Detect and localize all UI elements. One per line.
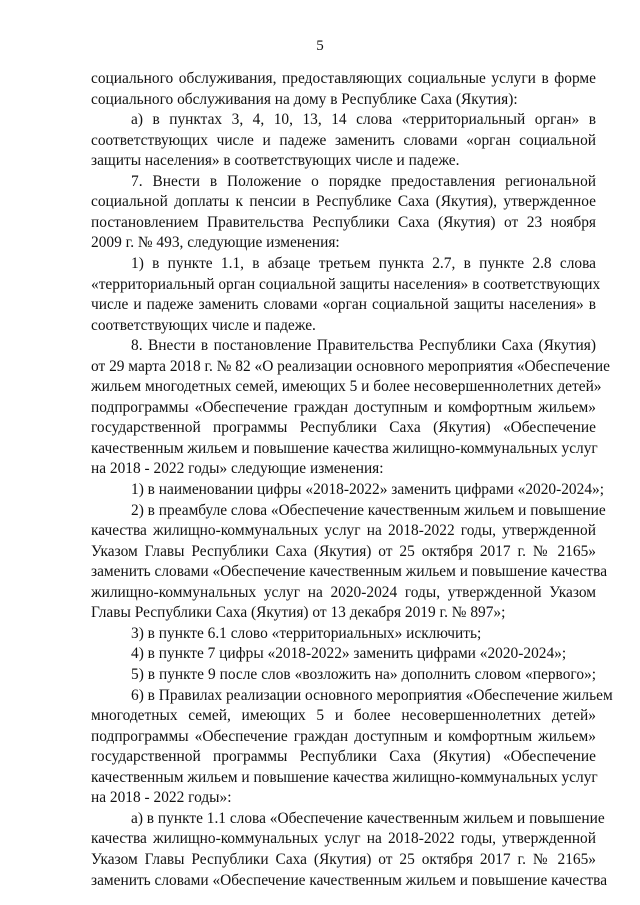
- page-number: 5: [316, 38, 324, 54]
- text-line: 4) в пункте 7 цифры «2018-2022» заменить цифрами «2020-2024»;: [131, 645, 567, 663]
- text-line: постановлением Правительства Республики Саха (Якутия) от 23 ноября: [91, 213, 596, 231]
- text-line: 8. Внести в постановление Правительства Республики Саха (Якутия): [131, 337, 596, 355]
- text-line: социального обслуживания, предоставляющих социальные услуги в форме: [91, 70, 596, 87]
- text-line: 1) в наименовании цифры «2018-2022» заменить цифрами «2020-2024»;: [131, 481, 604, 498]
- text-line: Главы Республики Саха (Якутия) от 13 декабря 2019 г. № 897»;: [91, 604, 506, 622]
- text-line: защиты населения» в соответствующих числе и падеже.: [91, 152, 460, 170]
- text-line: числе и падеже заменить словами «орган социальной защиты населения» в: [91, 296, 596, 314]
- text-line: многодетных семей, имеющих 5 и более несовершеннолетних детей»: [91, 707, 596, 725]
- text-line: «территориальный орган социальной защиты населения» в соответствующих: [91, 275, 601, 293]
- text-line: подпрограммы «Обеспечение граждан доступным и комфортным жильем»: [91, 398, 596, 416]
- text-line: соответствующих числе и падеже.: [91, 316, 316, 334]
- text-line: заменить словами «Обеспечение качественным жильем и повышение качества: [91, 563, 608, 581]
- text-line: 1) в пункте 1.1, в абзаце третьем пункта 2.7, в пункте 2.8 слова: [131, 255, 596, 272]
- text-line: 3) в пункте 6.1 слово «территориальных» исключить;: [131, 624, 482, 642]
- text-line: качественным жильем и повышение качества жилищно-коммунальных услуг: [91, 439, 598, 457]
- text-line: государственной программы Республики Саха (Якутия) «Обеспечение: [91, 419, 596, 437]
- text-line: качества жилищно-коммунальных услуг на 2018-2022 годы, утвержденной: [91, 522, 596, 540]
- text-line: 5) в пункте 9 после слов «возложить на» дополнить словом «первого»;: [131, 666, 596, 683]
- text-line: подпрограммы «Обеспечение граждан доступным и комфортным жильем»: [91, 727, 596, 745]
- text-line: соответствующих числе и падеже заменить словами «орган социальной: [91, 131, 596, 149]
- text-line: на 2018 - 2022 годы»:: [91, 789, 232, 807]
- text-line: социального обслуживания на дому в Республике Саха (Якутия):: [91, 90, 518, 108]
- text-line: 2) в преамбуле слова «Обеспечение качественным жильем и повышение: [131, 501, 606, 519]
- text-line: 6) в Правилах реализации основного мероприятия «Обеспечение жильем: [131, 686, 613, 704]
- text-line: а) в пунктах 3, 4, 10, 13, 14 слова «территориальный орган» в: [131, 111, 596, 129]
- text-line: 7. Внести в Положение о порядке предоставления региональной: [131, 172, 596, 190]
- text-line: Указом Главы Республики Саха (Якутия) от 25 октября 2017 г. № 2165»: [91, 850, 596, 868]
- text-line: качества жилищно-коммунальных услуг на 2018-2022 годы, утвержденной: [91, 830, 596, 848]
- text-line: а) в пункте 1.1 слова «Обеспечение качественным жильем и повышение: [131, 809, 605, 827]
- text-line: жилищно-коммунальных услуг на 2020-2024 годы, утвержденной Указом: [91, 583, 596, 601]
- text-line: на 2018 - 2022 годы» следующие изменения:: [91, 460, 384, 478]
- text-line: 2009 г. № 493, следующие изменения:: [91, 234, 340, 252]
- text-line: социальной доплаты к пенсии в Республике Саха (Якутия), утвержденное: [91, 193, 596, 211]
- text-line: жильем многодетных семей, имеющих 5 и более несовершеннолетних детей»: [91, 378, 602, 396]
- text-line: качественным жильем и повышение качества жилищно-коммунальных услуг: [91, 768, 598, 786]
- text-line: государственной программы Республики Саха (Якутия) «Обеспечение: [91, 748, 596, 766]
- text-line: от 29 марта 2018 г. № 82 «О реализации основного мероприятия «Обеспечение: [91, 357, 610, 375]
- text-line: заменить словами «Обеспечение качественным жильем и повышение качества: [91, 871, 608, 889]
- text-line: Указом Главы Республики Саха (Якутия) от 25 октября 2017 г. № 2165»: [91, 542, 596, 560]
